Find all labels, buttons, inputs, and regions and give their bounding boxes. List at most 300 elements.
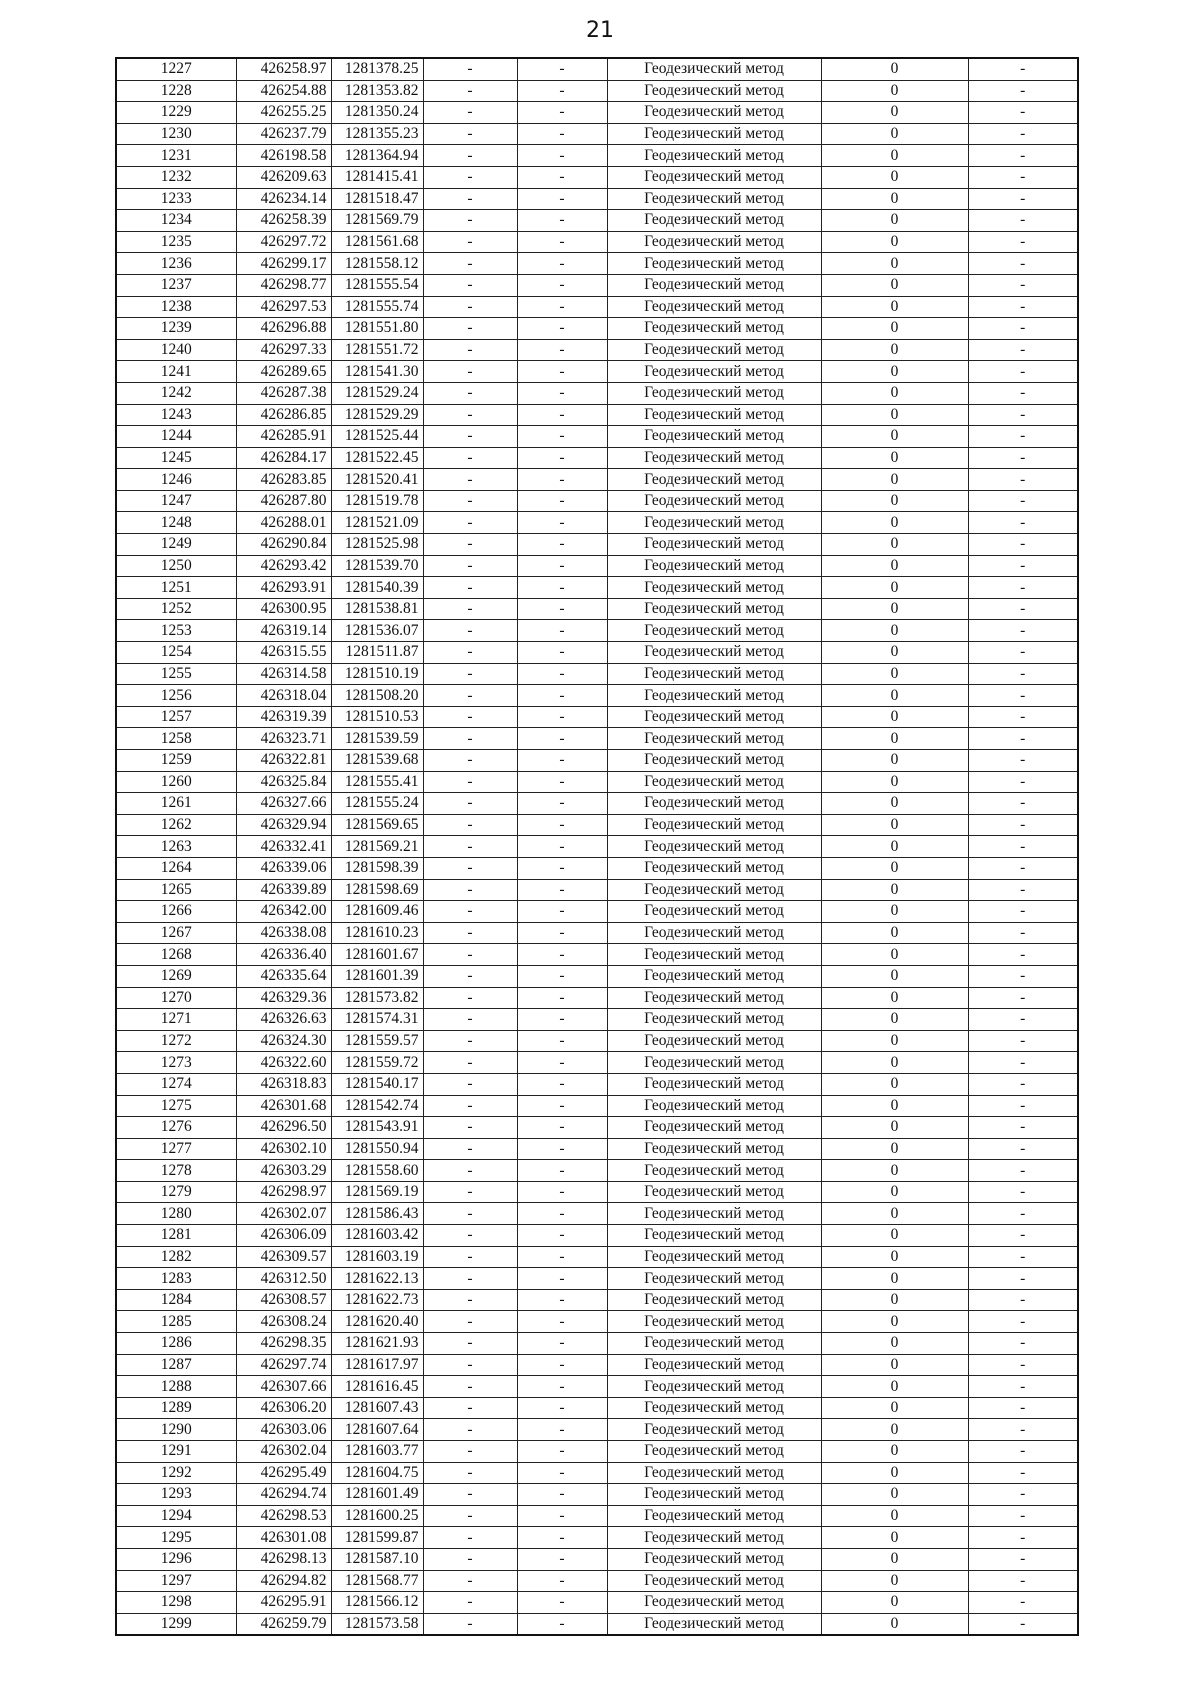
dash-cell: - — [423, 1117, 517, 1139]
table-row — [116, 1548, 1078, 1570]
method-cell: Геодезический метод — [607, 1527, 821, 1549]
dash-cell: - — [517, 145, 607, 167]
dash-cell: - — [423, 1527, 517, 1549]
method-cell: Геодезический метод — [607, 1419, 821, 1441]
coord-y-cell: 1281598.39 — [331, 857, 423, 879]
table-row — [116, 965, 1078, 987]
dash-cell: - — [423, 901, 517, 923]
dash-cell: - — [423, 534, 517, 556]
error-cell: 0 — [821, 1289, 968, 1311]
dash-cell: - — [423, 1333, 517, 1355]
table-row — [116, 166, 1078, 188]
dash-cell: - — [517, 1009, 607, 1031]
dash-cell: - — [517, 706, 607, 728]
dash-cell: - — [968, 1073, 1078, 1095]
point-number-cell: 1293 — [116, 1484, 236, 1506]
point-number-cell: 1260 — [116, 771, 236, 793]
method-cell: Геодезический метод — [607, 80, 821, 102]
coord-x-cell: 426298.13 — [236, 1548, 331, 1570]
coord-y-cell: 1281551.80 — [331, 318, 423, 340]
error-cell: 0 — [821, 793, 968, 815]
dash-cell: - — [517, 1397, 607, 1419]
table-row — [116, 857, 1078, 879]
coord-y-cell: 1281550.94 — [331, 1138, 423, 1160]
table-row — [116, 1203, 1078, 1225]
dash-cell: - — [968, 685, 1078, 707]
table-row — [116, 771, 1078, 793]
coord-y-cell: 1281536.07 — [331, 620, 423, 642]
coord-y-cell: 1281525.44 — [331, 426, 423, 448]
coord-x-cell: 426308.57 — [236, 1289, 331, 1311]
method-cell: Геодезический метод — [607, 642, 821, 664]
point-number-cell: 1291 — [116, 1441, 236, 1463]
coord-y-cell: 1281540.39 — [331, 577, 423, 599]
coord-y-cell: 1281561.68 — [331, 231, 423, 253]
point-number-cell: 1240 — [116, 339, 236, 361]
dash-cell: - — [423, 1613, 517, 1635]
coord-y-cell: 1281355.23 — [331, 123, 423, 145]
table-row — [116, 1138, 1078, 1160]
coord-y-cell: 1281555.41 — [331, 771, 423, 793]
coord-x-cell: 426237.79 — [236, 123, 331, 145]
method-cell: Геодезический метод — [607, 750, 821, 772]
table-row — [116, 620, 1078, 642]
dash-cell: - — [968, 469, 1078, 491]
coord-x-cell: 426339.89 — [236, 879, 331, 901]
coord-y-cell: 1281510.53 — [331, 706, 423, 728]
table-row — [116, 1397, 1078, 1419]
table-row — [116, 728, 1078, 750]
coord-y-cell: 1281525.98 — [331, 534, 423, 556]
coord-y-cell: 1281415.41 — [331, 166, 423, 188]
dash-cell: - — [423, 1548, 517, 1570]
table-row — [116, 1592, 1078, 1614]
method-cell: Геодезический метод — [607, 1333, 821, 1355]
dash-cell: - — [517, 620, 607, 642]
error-cell: 0 — [821, 426, 968, 448]
coord-x-cell: 426259.79 — [236, 1613, 331, 1635]
table-row — [116, 534, 1078, 556]
point-number-cell: 1266 — [116, 901, 236, 923]
dash-cell: - — [423, 404, 517, 426]
error-cell: 0 — [821, 879, 968, 901]
dash-cell: - — [968, 1484, 1078, 1506]
dash-cell: - — [423, 1203, 517, 1225]
dash-cell: - — [517, 1246, 607, 1268]
dash-cell: - — [423, 1052, 517, 1074]
dash-cell: - — [517, 426, 607, 448]
method-cell: Геодезический метод — [607, 1397, 821, 1419]
method-cell: Геодезический метод — [607, 1484, 821, 1506]
dash-cell: - — [517, 512, 607, 534]
dash-cell: - — [968, 598, 1078, 620]
dash-cell: - — [423, 123, 517, 145]
table-row — [116, 339, 1078, 361]
error-cell: 0 — [821, 1138, 968, 1160]
table-row — [116, 1009, 1078, 1031]
dash-cell: - — [968, 1592, 1078, 1614]
page-number: 21 — [586, 18, 614, 43]
table-row — [116, 447, 1078, 469]
error-cell: 0 — [821, 1548, 968, 1570]
method-cell: Геодезический метод — [607, 879, 821, 901]
method-cell: Геодезический метод — [607, 857, 821, 879]
dash-cell: - — [423, 1441, 517, 1463]
method-cell: Геодезический метод — [607, 1376, 821, 1398]
error-cell: 0 — [821, 145, 968, 167]
dash-cell: - — [517, 857, 607, 879]
method-cell: Геодезический метод — [607, 620, 821, 642]
error-cell: 0 — [821, 1268, 968, 1290]
dash-cell: - — [423, 750, 517, 772]
method-cell: Геодезический метод — [607, 534, 821, 556]
error-cell: 0 — [821, 231, 968, 253]
method-cell: Геодезический метод — [607, 102, 821, 124]
dash-cell: - — [517, 404, 607, 426]
coord-y-cell: 1281587.10 — [331, 1548, 423, 1570]
coord-x-cell: 426339.06 — [236, 857, 331, 879]
dash-cell: - — [968, 80, 1078, 102]
point-number-cell: 1273 — [116, 1052, 236, 1074]
dash-cell: - — [968, 447, 1078, 469]
coord-y-cell: 1281598.69 — [331, 879, 423, 901]
coord-y-cell: 1281539.59 — [331, 728, 423, 750]
method-cell: Геодезический метод — [607, 1073, 821, 1095]
coord-y-cell: 1281520.41 — [331, 469, 423, 491]
dash-cell: - — [517, 987, 607, 1009]
dash-cell: - — [517, 1160, 607, 1182]
method-cell: Геодезический метод — [607, 1548, 821, 1570]
point-number-cell: 1231 — [116, 145, 236, 167]
coord-y-cell: 1281586.43 — [331, 1203, 423, 1225]
table-body — [116, 58, 1078, 1635]
method-cell: Геодезический метод — [607, 58, 821, 80]
coord-y-cell: 1281539.68 — [331, 750, 423, 772]
method-cell: Геодезический метод — [607, 944, 821, 966]
point-number-cell: 1270 — [116, 987, 236, 1009]
dash-cell: - — [423, 253, 517, 275]
method-cell: Геодезический метод — [607, 1225, 821, 1247]
table-row — [116, 210, 1078, 232]
point-number-cell: 1264 — [116, 857, 236, 879]
dash-cell: - — [517, 1441, 607, 1463]
point-number-cell: 1298 — [116, 1592, 236, 1614]
coord-y-cell: 1281543.91 — [331, 1117, 423, 1139]
table-row — [116, 1462, 1078, 1484]
dash-cell: - — [517, 188, 607, 210]
table-row — [116, 901, 1078, 923]
table-row — [116, 123, 1078, 145]
dash-cell: - — [968, 123, 1078, 145]
dash-cell: - — [517, 447, 607, 469]
error-cell: 0 — [821, 922, 968, 944]
error-cell: 0 — [821, 1376, 968, 1398]
method-cell: Геодезический метод — [607, 1268, 821, 1290]
dash-cell: - — [423, 706, 517, 728]
method-cell: Геодезический метод — [607, 166, 821, 188]
error-cell: 0 — [821, 1246, 968, 1268]
dash-cell: - — [517, 1376, 607, 1398]
coord-x-cell: 426295.49 — [236, 1462, 331, 1484]
dash-cell: - — [968, 1160, 1078, 1182]
dash-cell: - — [423, 1462, 517, 1484]
error-cell: 0 — [821, 771, 968, 793]
dash-cell: - — [968, 1246, 1078, 1268]
table-row — [116, 404, 1078, 426]
method-cell: Геодезический метод — [607, 1441, 821, 1463]
table-row — [116, 577, 1078, 599]
dash-cell: - — [968, 274, 1078, 296]
method-cell: Геодезический метод — [607, 339, 821, 361]
dash-cell: - — [517, 469, 607, 491]
dash-cell: - — [423, 102, 517, 124]
point-number-cell: 1275 — [116, 1095, 236, 1117]
error-cell: 0 — [821, 642, 968, 664]
coord-x-cell: 426288.01 — [236, 512, 331, 534]
coord-y-cell: 1281574.31 — [331, 1009, 423, 1031]
coord-x-cell: 426329.36 — [236, 987, 331, 1009]
point-number-cell: 1245 — [116, 447, 236, 469]
dash-cell: - — [423, 771, 517, 793]
dash-cell: - — [423, 1030, 517, 1052]
coord-y-cell: 1281551.72 — [331, 339, 423, 361]
coord-x-cell: 426298.97 — [236, 1181, 331, 1203]
table-row — [116, 274, 1078, 296]
dash-cell: - — [423, 447, 517, 469]
point-number-cell: 1253 — [116, 620, 236, 642]
method-cell: Геодезический метод — [607, 447, 821, 469]
error-cell: 0 — [821, 577, 968, 599]
coord-y-cell: 1281569.19 — [331, 1181, 423, 1203]
point-number-cell: 1242 — [116, 382, 236, 404]
error-cell: 0 — [821, 836, 968, 858]
coord-x-cell: 426234.14 — [236, 188, 331, 210]
point-number-cell: 1236 — [116, 253, 236, 275]
table-row — [116, 598, 1078, 620]
table-row — [116, 1052, 1078, 1074]
coord-y-cell: 1281518.47 — [331, 188, 423, 210]
point-number-cell: 1232 — [116, 166, 236, 188]
table-row — [116, 102, 1078, 124]
error-cell: 0 — [821, 296, 968, 318]
method-cell: Геодезический метод — [607, 965, 821, 987]
table-row — [116, 1268, 1078, 1290]
dash-cell: - — [517, 534, 607, 556]
dash-cell: - — [423, 965, 517, 987]
dash-cell: - — [968, 793, 1078, 815]
coord-x-cell: 426319.39 — [236, 706, 331, 728]
dash-cell: - — [517, 1030, 607, 1052]
dash-cell: - — [968, 166, 1078, 188]
dash-cell: - — [968, 490, 1078, 512]
coord-x-cell: 426338.08 — [236, 922, 331, 944]
dash-cell: - — [423, 1095, 517, 1117]
method-cell: Геодезический метод — [607, 123, 821, 145]
point-number-cell: 1229 — [116, 102, 236, 124]
method-cell: Геодезический метод — [607, 1181, 821, 1203]
coord-x-cell: 426319.14 — [236, 620, 331, 642]
dash-cell: - — [517, 793, 607, 815]
method-cell: Геодезический метод — [607, 426, 821, 448]
coord-x-cell: 426255.25 — [236, 102, 331, 124]
dash-cell: - — [517, 1570, 607, 1592]
dash-cell: - — [968, 1095, 1078, 1117]
error-cell: 0 — [821, 58, 968, 80]
dash-cell: - — [517, 80, 607, 102]
dash-cell: - — [968, 404, 1078, 426]
table-row — [116, 490, 1078, 512]
coord-x-cell: 426296.50 — [236, 1117, 331, 1139]
point-number-cell: 1250 — [116, 555, 236, 577]
dash-cell: - — [968, 1376, 1078, 1398]
dash-cell: - — [968, 771, 1078, 793]
dash-cell: - — [517, 944, 607, 966]
table-row — [116, 469, 1078, 491]
method-cell: Геодезический метод — [607, 469, 821, 491]
dash-cell: - — [517, 771, 607, 793]
dash-cell: - — [968, 1462, 1078, 1484]
dash-cell: - — [423, 1289, 517, 1311]
coord-y-cell: 1281510.19 — [331, 663, 423, 685]
dash-cell: - — [423, 728, 517, 750]
method-cell: Геодезический метод — [607, 1030, 821, 1052]
table-row — [116, 814, 1078, 836]
dash-cell: - — [968, 1009, 1078, 1031]
point-number-cell: 1254 — [116, 642, 236, 664]
dash-cell: - — [423, 1570, 517, 1592]
table-row — [116, 145, 1078, 167]
dash-cell: - — [968, 1311, 1078, 1333]
error-cell: 0 — [821, 814, 968, 836]
dash-cell: - — [423, 620, 517, 642]
coord-y-cell: 1281622.13 — [331, 1268, 423, 1290]
dash-cell: - — [517, 922, 607, 944]
point-number-cell: 1247 — [116, 490, 236, 512]
point-number-cell: 1230 — [116, 123, 236, 145]
error-cell: 0 — [821, 1462, 968, 1484]
error-cell: 0 — [821, 1311, 968, 1333]
coord-y-cell: 1281555.24 — [331, 793, 423, 815]
coord-y-cell: 1281621.93 — [331, 1333, 423, 1355]
coord-x-cell: 426284.17 — [236, 447, 331, 469]
coord-y-cell: 1281540.17 — [331, 1073, 423, 1095]
dash-cell: - — [517, 231, 607, 253]
table-row — [116, 922, 1078, 944]
dash-cell: - — [968, 1333, 1078, 1355]
point-number-cell: 1283 — [116, 1268, 236, 1290]
point-number-cell: 1271 — [116, 1009, 236, 1031]
coord-y-cell: 1281558.60 — [331, 1160, 423, 1182]
error-cell: 0 — [821, 857, 968, 879]
error-cell: 0 — [821, 1009, 968, 1031]
table-row — [116, 555, 1078, 577]
point-number-cell: 1296 — [116, 1548, 236, 1570]
dash-cell: - — [517, 728, 607, 750]
dash-cell: - — [968, 1505, 1078, 1527]
dash-cell: - — [423, 857, 517, 879]
coord-x-cell: 426306.20 — [236, 1397, 331, 1419]
dash-cell: - — [423, 836, 517, 858]
error-cell: 0 — [821, 534, 968, 556]
coord-y-cell: 1281573.82 — [331, 987, 423, 1009]
coord-x-cell: 426198.58 — [236, 145, 331, 167]
dash-cell: - — [968, 1397, 1078, 1419]
point-number-cell: 1241 — [116, 361, 236, 383]
point-number-cell: 1249 — [116, 534, 236, 556]
dash-cell: - — [517, 879, 607, 901]
dash-cell: - — [968, 1203, 1078, 1225]
table-row — [116, 750, 1078, 772]
point-number-cell: 1295 — [116, 1527, 236, 1549]
error-cell: 0 — [821, 339, 968, 361]
dash-cell: - — [423, 642, 517, 664]
method-cell: Геодезический метод — [607, 361, 821, 383]
coord-x-cell: 426318.83 — [236, 1073, 331, 1095]
dash-cell: - — [517, 166, 607, 188]
coord-x-cell: 426332.41 — [236, 836, 331, 858]
coord-x-cell: 426293.91 — [236, 577, 331, 599]
coord-x-cell: 426336.40 — [236, 944, 331, 966]
dash-cell: - — [968, 663, 1078, 685]
table-row — [116, 1117, 1078, 1139]
point-number-cell: 1281 — [116, 1225, 236, 1247]
method-cell: Геодезический метод — [607, 901, 821, 923]
dash-cell: - — [517, 901, 607, 923]
coord-y-cell: 1281522.45 — [331, 447, 423, 469]
error-cell: 0 — [821, 1181, 968, 1203]
method-cell: Геодезический метод — [607, 577, 821, 599]
dash-cell: - — [968, 901, 1078, 923]
dash-cell: - — [517, 361, 607, 383]
dash-cell: - — [423, 1138, 517, 1160]
coord-x-cell: 426283.85 — [236, 469, 331, 491]
dash-cell: - — [517, 253, 607, 275]
dash-cell: - — [968, 944, 1078, 966]
coord-y-cell: 1281555.74 — [331, 296, 423, 318]
dash-cell: - — [517, 1484, 607, 1506]
dash-cell: - — [423, 426, 517, 448]
point-number-cell: 1248 — [116, 512, 236, 534]
dash-cell: - — [968, 231, 1078, 253]
coord-x-cell: 426315.55 — [236, 642, 331, 664]
error-cell: 0 — [821, 1397, 968, 1419]
dash-cell: - — [517, 210, 607, 232]
dash-cell: - — [423, 1592, 517, 1614]
coord-x-cell: 426294.74 — [236, 1484, 331, 1506]
table-row — [116, 361, 1078, 383]
coordinates-table — [115, 57, 1079, 1636]
dash-cell: - — [517, 577, 607, 599]
table-row — [116, 1570, 1078, 1592]
method-cell: Геодезический метод — [607, 296, 821, 318]
error-cell: 0 — [821, 1333, 968, 1355]
dash-cell: - — [968, 58, 1078, 80]
dash-cell: - — [517, 1548, 607, 1570]
table-row — [116, 1030, 1078, 1052]
error-cell: 0 — [821, 1484, 968, 1506]
dash-cell: - — [968, 1613, 1078, 1635]
dash-cell: - — [423, 685, 517, 707]
table-row — [116, 642, 1078, 664]
dash-cell: - — [423, 512, 517, 534]
coord-y-cell: 1281604.75 — [331, 1462, 423, 1484]
table-row — [116, 1419, 1078, 1441]
dash-cell: - — [517, 58, 607, 80]
dash-cell: - — [517, 663, 607, 685]
table-row — [116, 663, 1078, 685]
method-cell: Геодезический метод — [607, 685, 821, 707]
point-number-cell: 1288 — [116, 1376, 236, 1398]
